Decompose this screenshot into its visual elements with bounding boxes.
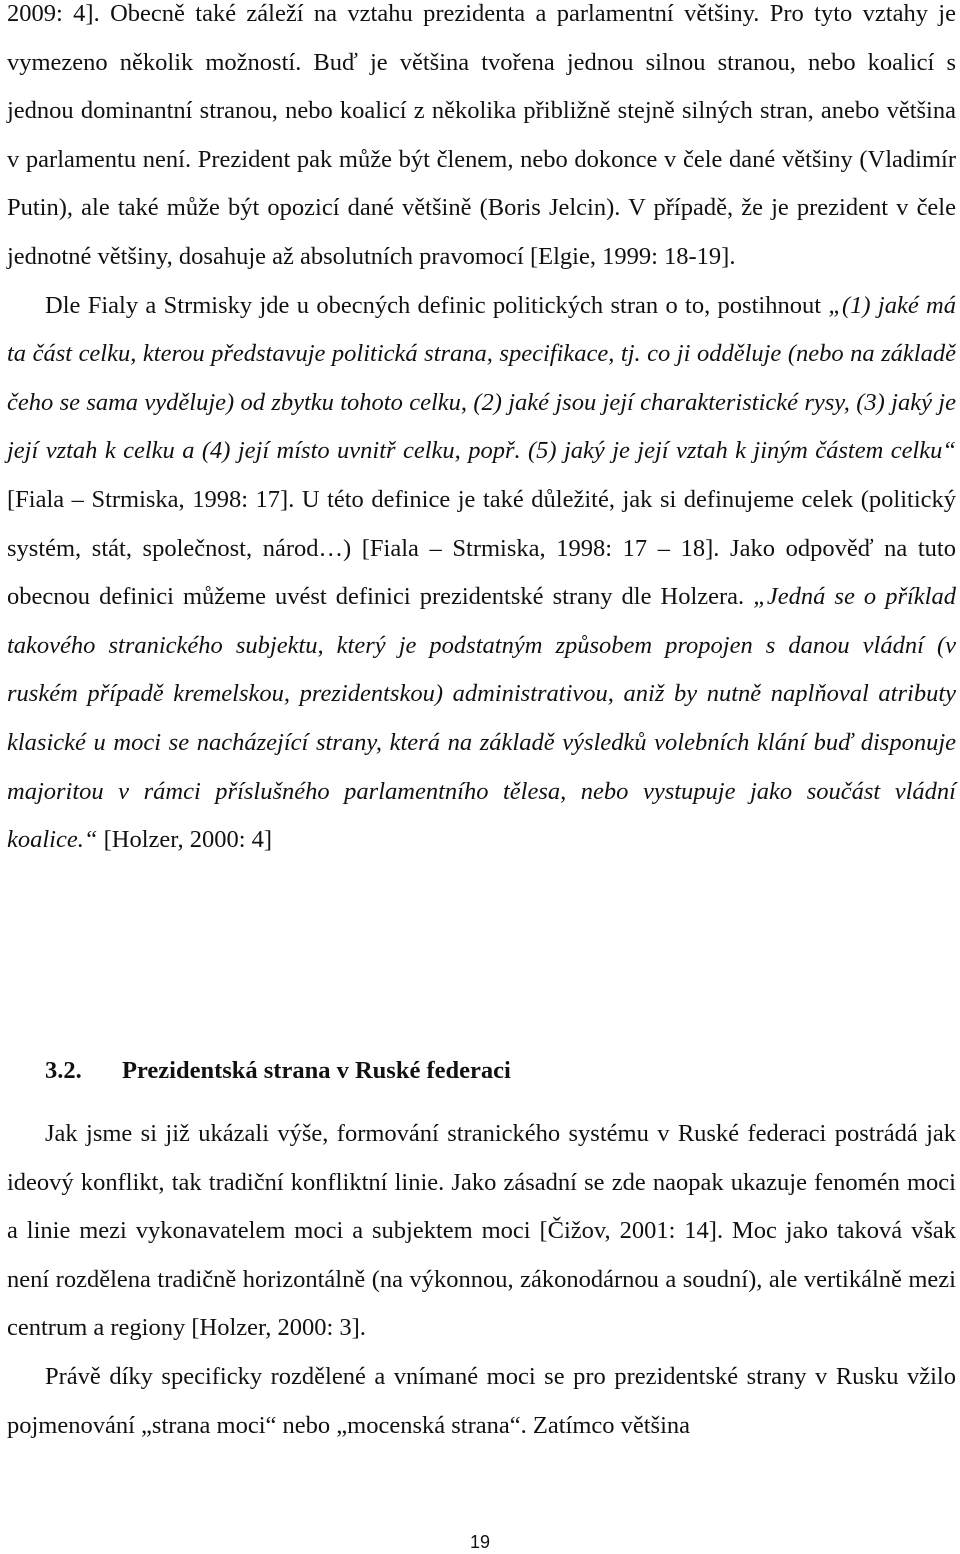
body-text: [Fiala – Strmiska, 1998: 17]. U této definice je také důležité, jak si definujeme celek (politický systém, stát, společnost, národ…) [Fiala – Strmiska, 1998: 17 – 18]. Jako odpověď na tuto obecnou definici můžeme uvést definici prezidentské strany dle Holzera.	[7, 485, 956, 611]
section-number: 3.2.	[45, 1057, 82, 1084]
document-page	[7, 0, 956, 1439]
body-text: 2009: 4]. Obecně také záleží na vztahu prezidenta a parlamentní většiny. Pro tyto vztahy je vymezeno několik možností. Buď je většina tvořena jednou silnou stranou, nebo koalicí s jednou dominantní stranou, nebo koalicí z několika přibližně stejně silných stran, anebo většina v parlamentu není. Prezident pak může být členem, nebo dokonce v čele dané většiny (Vladimír Putin), ale také může být opozicí dané většině (Boris Jelcin). V případě, že je prezident v čele jednotné většiny, dosahuje až absolutních pravomocí [Elgie, 1999: 18-19].	[7, 0, 956, 270]
body-text: [Holzer, 2000: 4]	[97, 826, 273, 854]
quotation-text: „Jedná se o příklad takového stranického subjektu, který je podstatným způsobem propojen s danou vládní (v ruském případě kremelskou, prezidentskou) administrativou, aniž by nutně naplňoval atributy klasické u moci se nacházející strany, která na základě výsledků volebních klání buď disponuje majoritou v rámci příslušného parlamentního tělesa, nebo vystupuje jako součást vládní koalice.“	[7, 583, 956, 854]
section-title: Prezidentská strana v Ruské federaci	[122, 1057, 511, 1084]
body-text: Právě díky specificky rozdělené a vnímané moci se pro prezidentské strany v Rusku vžilo pojmenování „strana moci“ nebo „mocenská strana“. Zatímco většina	[7, 1362, 956, 1439]
quotation-text: „(1) jaké má ta část celku, kterou představuje politická strana, specifikace, tj. co ji odděluje (nebo na základě čeho se sama vyděluje) od zbytku tohoto celku, (2) jaké jsou její charakteristické rysy, (3) jaký je její vztah k celku a (4) její místo uvnitř celku, popř. (5) jaký je její vztah k jiným částem celku“	[7, 291, 956, 465]
paragraph-3	[7, 1110, 956, 1353]
body-text: Jak jsme si již ukázali výše, formování stranického systému v Ruské federaci postrádá jak ideový konflikt, tak tradiční konfliktní linie. Jako zásadní se zde naopak ukazuje fenomén moci a linie mezi vykonavatelem moci a subjektem moci [Čižov, 2001: 14]. Moc jako taková však není rozdělena tradičně horizontálně (na výkonnou, zákonodárnou a soudní), ale vertikálně mezi centrum a regiony [Holzer, 2000: 3].	[7, 1120, 956, 1342]
paragraph-4	[7, 1353, 956, 1450]
body-text: Dle Fialy a Strmisky jde u obecných definic politických stran o to, postihnout	[45, 291, 829, 319]
paragraph-2	[7, 282, 956, 865]
paragraph-1	[7, 0, 956, 282]
page-number: 19	[469, 1532, 491, 1552]
section-heading	[45, 1049, 511, 1093]
section-body	[7, 1110, 956, 1450]
